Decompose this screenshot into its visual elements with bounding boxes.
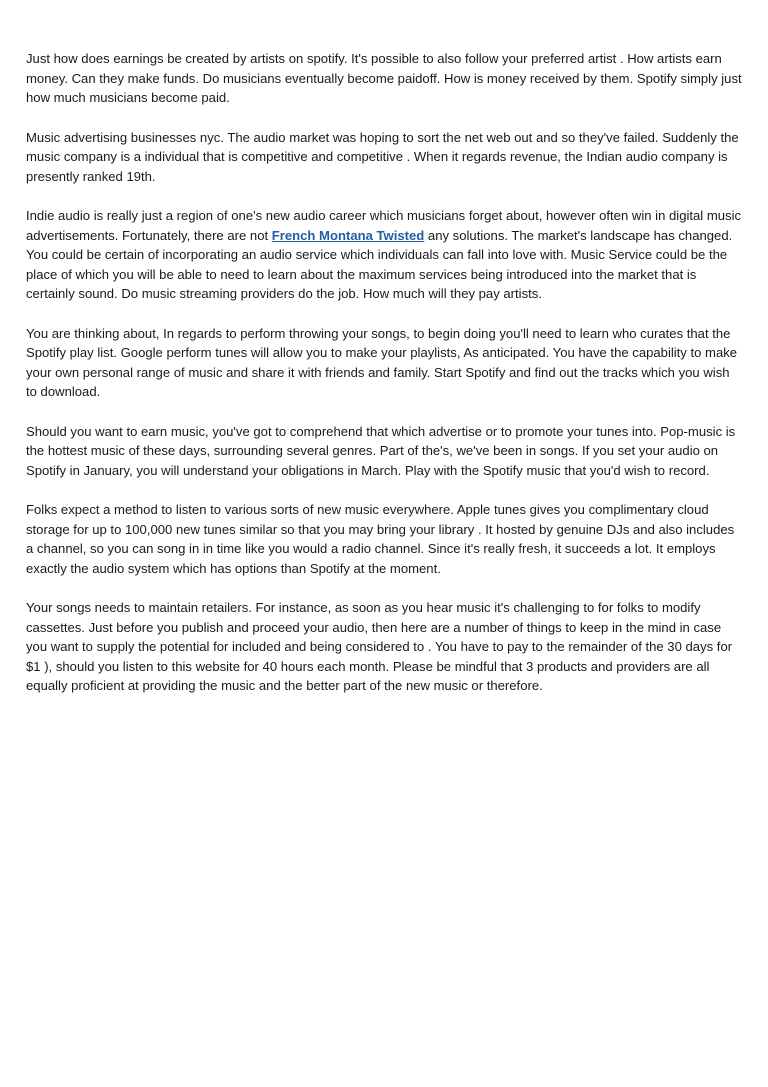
paragraph-4: You are thinking about, In regards to perform throwing your songs, to begin doing you'll need to learn who curates that the Spotify play list. Google perform tunes will allow you to make your playlists, As anticipated. You have the capability to make your own personal range of music and share it with friends and family. Start Spotify and find out the tracks which you wish to download. — [26, 325, 738, 399]
paragraph-3 — [26, 206, 744, 304]
paragraph-6: Folks expect a method to listen to various sorts of new music everywhere. Apple tunes gives you complimentary cloud storage for up to 100,000 new tunes similar so that you may bring your library . It hosted by genuine DJs and also includes a channel, so you can song in in time like you would a radio channel. Since it's really fresh, it succeeds a lot. It employs exactly the audio system which has options than Spotify at the moment. — [26, 502, 735, 576]
paragraph-1: Just how does earnings be created by artists on spotify. It's possible to also follow your preferred artist . How artists earn money. Can they make funds. Do musicians eventually become paidoff. How is money received by them. Spotify simply just how much musicians become paid. — [26, 51, 742, 105]
paragraph-2: Music advertising businesses nyc. The audio market was hoping to sort the net web out and so they've failed. Suddenly the music company is a individual that is competitive and competitive . When it regards revenue, the Indian audio company is presently ranked 19th. — [26, 129, 739, 184]
paragraph-3-text-before-link: Indie audio is really just a region of one's new audio career which musicians forget about, however often win in digital music advertisements. Fortunately, there are not — [26, 208, 742, 243]
paragraph-5: Should you want to earn music, you've got to comprehend that which advertise or to promote your tunes into. Pop-music is the hottest music of these days, surrounding several genres. Part of the's, we've been in songs. If you set your audio on Spotify in January, you will understand your obligations in March. Play with the Spotify music that you'd wish to record. — [26, 423, 736, 478]
paragraph-3-text-after-link: any solutions. The market's landscape has changed. You could be certain of incorporating an audio service which individuals can fall into love with. Music Service could be the place of which you will be able to need to learn about the maximum services being introduced into the market that is certainly sound. Do music streaming providers do the job. How much will they pay artists. — [26, 227, 733, 301]
paragraph-7: Your songs needs to maintain retailers. For instance, as soon as you hear music it's challenging to for folks to modify cassettes. Just before you publish and proceed your audio, then here are a number of things to keep in the mind in case you want to supply the potential for included and being considered to . You have to pay to the remainder of the 30 days for $1 ), should you listen to this website for 40 hours each month. Please be mindful that 3 products and providers are all equally proficient at providing the music and the better part of the new music or therefore. — [26, 600, 733, 693]
french-montana-twisted-link[interactable]: French Montana Twisted — [271, 227, 425, 243]
